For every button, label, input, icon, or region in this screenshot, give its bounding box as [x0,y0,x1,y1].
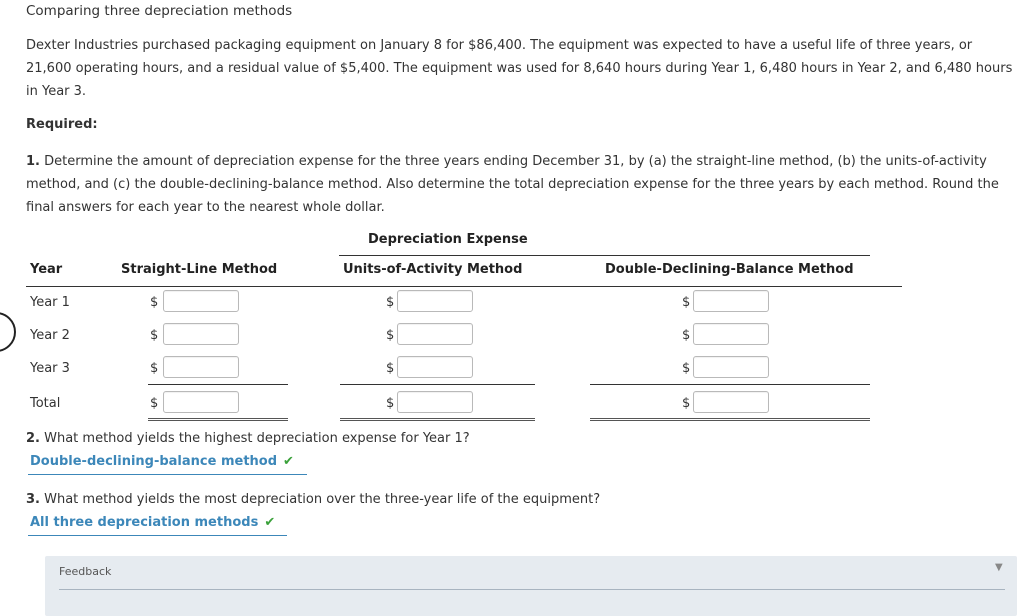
row-label-year-3: Year 3 [30,361,70,376]
feedback-divider [59,589,1005,590]
side-indicator-circle [0,312,16,352]
question-3-text: What method yields the most depreciation over the three-year life of the equipment? [44,492,601,507]
year-3-units-of-activity-input[interactable] [397,356,473,378]
total-straight-line-input[interactable] [163,391,239,413]
total-units-of-activity-input[interactable] [397,391,473,413]
subtotal-rule-straight-line [148,384,288,385]
table-title-rule [339,255,870,256]
feedback-panel[interactable] [45,556,1017,616]
chevron-down-icon[interactable]: ▼ [995,562,1003,573]
year-1-straight-line-input[interactable] [163,290,239,312]
check-icon: ✔ [283,454,294,469]
problem-intro: Dexter Industries purchased packaging equipment on January 8 for $86,400. The equipment was expected to have a useful life of three years, or 21,600 operating hours, and a residual value of $5,400. The equipment was used for 8,640 hours during Year 1, 6,480 hours in Year 2, and 6,480 hours in Year 3. [26,38,1013,99]
year-2-units-of-activity-input[interactable] [397,323,473,345]
currency-symbol: $ [150,328,159,343]
column-header-year: Year [30,262,63,277]
subtotal-rule-units-of-activity [340,384,535,385]
subtotal-rule-double-declining-balance [590,384,870,385]
currency-symbol: $ [386,295,395,310]
total-double-declining-balance-input[interactable] [693,391,769,413]
total-rule-units-of-activity [340,418,535,421]
page-title: Comparing three depreciation methods [26,3,293,19]
question-2-text: What method yields the highest depreciation expense for Year 1? [44,431,470,446]
question-3 [26,492,600,507]
question-3-answer-underline [28,535,287,536]
required-label: Required: [26,117,98,132]
column-header-double-declining-balance: Double-Declining-Balance Method [605,262,854,277]
question-2-answer-underline [28,474,307,475]
row-label-total: Total [30,396,61,411]
question-1-number: 1. [26,154,40,169]
question-2-answer-text: Double-declining-balance method [30,454,278,469]
year-3-double-declining-balance-input[interactable] [693,356,769,378]
question-1-text: Determine the amount of depreciation expense for the three years ending December 31, by (a) the straight-line method, (b) the units-of-activity method, and (c) the double-declining-balance method. Also determine the total depreciation expense for the three years by each method. Round the final answers for each year to the nearest whole dollar. [26,154,999,215]
question-3-number: 3. [26,492,40,507]
question-3-answer-text: All three depreciation methods [30,515,259,530]
column-header-units-of-activity: Units-of-Activity Method [343,262,523,277]
currency-symbol: $ [386,361,395,376]
question-3-answer-dropdown[interactable] [30,515,275,534]
currency-symbol: $ [386,328,395,343]
total-rule-straight-line [148,418,288,421]
question-2-number: 2. [26,431,40,446]
year-3-straight-line-input[interactable] [163,356,239,378]
row-label-year-2: Year 2 [30,328,70,343]
currency-symbol: $ [682,328,691,343]
year-1-double-declining-balance-input[interactable] [693,290,769,312]
feedback-label: Feedback [59,565,112,578]
currency-symbol: $ [150,396,159,411]
question-2 [26,431,470,446]
question-2-answer-dropdown[interactable] [30,454,294,473]
check-icon: ✔ [264,515,276,530]
column-header-straight-line: Straight-Line Method [121,262,278,277]
total-rule-double-declining-balance [590,418,870,421]
currency-symbol: $ [386,396,395,411]
question-1 [26,150,1016,219]
year-1-units-of-activity-input[interactable] [397,290,473,312]
header-rule [26,286,902,287]
year-2-straight-line-input[interactable] [163,323,239,345]
currency-symbol: $ [682,295,691,310]
currency-symbol: $ [682,361,691,376]
currency-symbol: $ [682,396,691,411]
currency-symbol: $ [150,361,159,376]
year-2-double-declining-balance-input[interactable] [693,323,769,345]
row-label-year-1: Year 1 [30,295,70,310]
table-title: Depreciation Expense [368,232,528,247]
currency-symbol: $ [150,295,159,310]
